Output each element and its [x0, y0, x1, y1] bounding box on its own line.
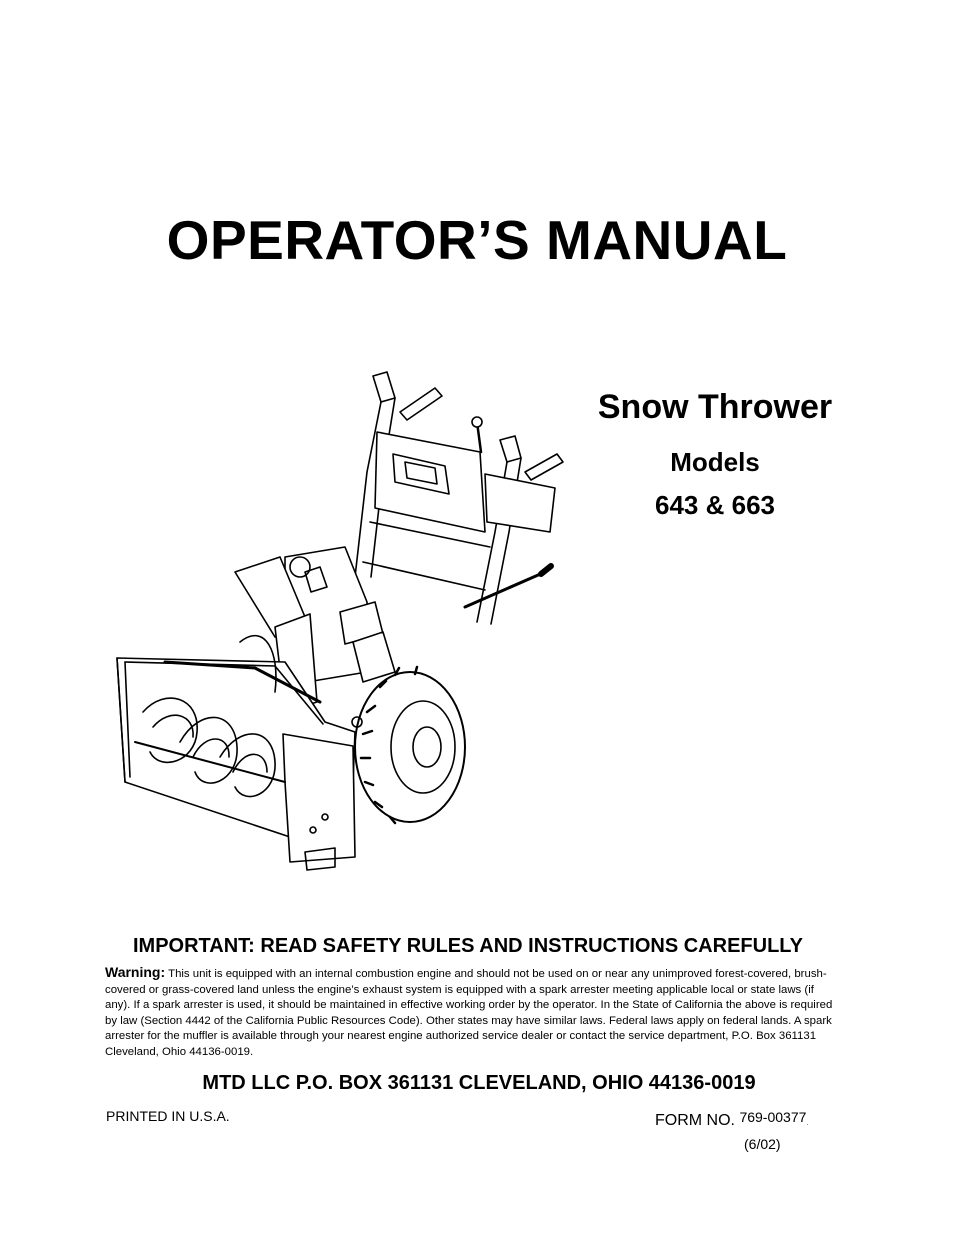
form-date: (6/02) — [744, 1136, 781, 1152]
form-number: 769-00377 — [739, 1109, 807, 1125]
warning-label: Warning: — [105, 964, 166, 980]
warning-paragraph — [105, 965, 833, 1061]
printed-in: PRINTED IN U.S.A. — [106, 1108, 230, 1124]
snow-thrower-illustration — [105, 362, 575, 892]
important-heading: IMPORTANT: READ SAFETY RULES AND INSTRUCTIONS CAREFULLY — [132, 935, 804, 957]
form-label: FORM NO. — [655, 1112, 735, 1129]
models-label: Models — [670, 447, 760, 477]
product-name: Snow Thrower — [597, 388, 833, 426]
warning-text: This unit is equipped with an internal combustion engine and should not be used on or near any unimproved forest-covered, brush-covered or grass-covered land unless the engine’s exhaust system is equipped with a spark arrester meeting applicable local or state laws (if any). If a spark arrester is used, it should be maintained in effective working order by the operator. In the State of California the above is required by law (Section 4442 of the California Public Resources Code). Other states may have similar laws. Federal laws apply on federal lands. A spark arrester for the muffler is available through your nearest engine authorized service dealer or contact the service department, P.O. Box 361131 Cleveland, Ohio 44136-0019. — [105, 968, 833, 1058]
company-address: MTD LLC P.O. BOX 361131 CLEVELAND, OHIO 44136-0019 — [202, 1072, 756, 1094]
model-numbers: 643 & 663 — [655, 490, 775, 520]
manual-title: OPERATOR’S MANUAL — [166, 209, 788, 271]
form-number-line: FORM NO. 769-00377. — [655, 1109, 809, 1129]
